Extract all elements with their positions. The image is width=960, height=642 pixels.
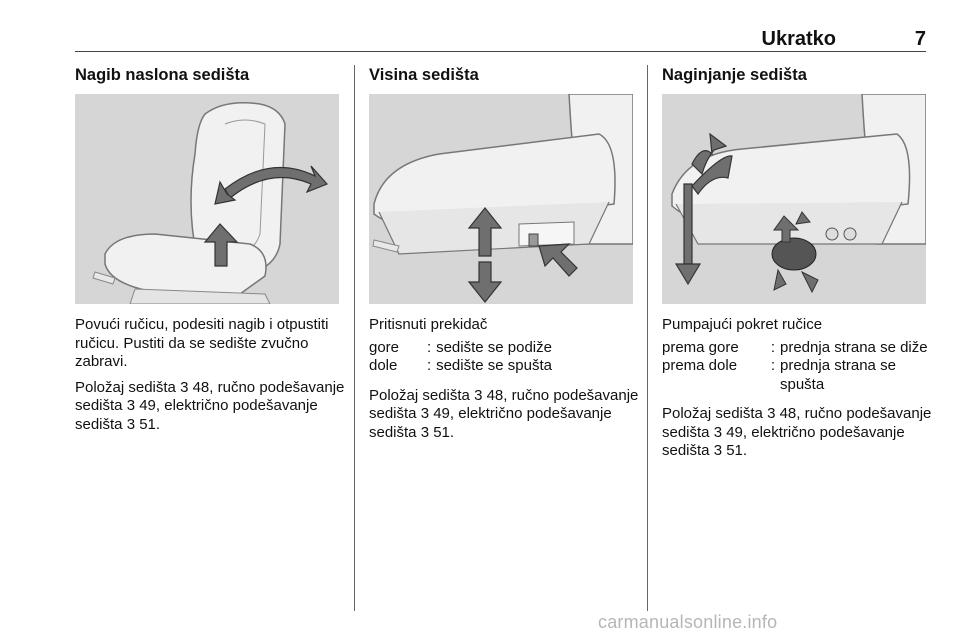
cross-references: Položaj sedišta 3 48, ručno podešavanje sedišta 3 49, električno podešavanje sedišta 3 51. bbox=[75, 378, 345, 433]
ref-label: električno podešavanje sedišta bbox=[662, 423, 905, 459]
chapter-title: Ukratko bbox=[761, 28, 836, 50]
page-number: 7 bbox=[914, 28, 926, 50]
action-desc: sedište se spušta bbox=[436, 357, 552, 374]
section-seat-height bbox=[369, 64, 641, 449]
page-ref-icon: 3 bbox=[180, 378, 189, 396]
section-intro: Pritisnuti prekidač bbox=[369, 316, 488, 333]
page-ref-icon: 3 bbox=[474, 386, 483, 404]
section-title: Visina sedišta bbox=[369, 66, 479, 84]
ref-label: Položaj sedišta bbox=[75, 378, 176, 396]
watermark: carmanualsonline.info bbox=[598, 612, 778, 632]
section-title: Naginjanje sedišta bbox=[662, 66, 807, 84]
page-ref-icon: 3 bbox=[767, 405, 776, 422]
ref-page[interactable]: 48 bbox=[192, 378, 210, 396]
seat-height-illustration bbox=[369, 94, 633, 304]
page-ref-icon: 3 bbox=[126, 415, 136, 433]
ref-page[interactable]: 51 bbox=[139, 415, 156, 433]
ref-page[interactable]: 48 bbox=[486, 386, 504, 404]
page-header bbox=[75, 28, 926, 50]
ref-label: ručno podešavanje sedišta bbox=[662, 405, 932, 441]
section-title: Nagib naslona sedišta bbox=[75, 66, 250, 84]
section-body bbox=[369, 316, 641, 442]
page-ref-icon: 3 bbox=[713, 442, 723, 459]
page-ref-icon: 3 bbox=[713, 423, 723, 441]
section-intro: Pumpajući pokret ručice bbox=[662, 316, 823, 333]
seat-backrest-illustration bbox=[75, 94, 339, 304]
column-divider bbox=[354, 65, 355, 611]
ref-page[interactable]: 51 bbox=[433, 423, 450, 441]
table-row: prema gore : prednja strana se diže bbox=[662, 339, 934, 358]
seat-tilt-illustration bbox=[662, 94, 926, 304]
section-body bbox=[75, 316, 347, 434]
ref-label: Položaj sedišta bbox=[662, 405, 763, 422]
action-term: dole bbox=[369, 357, 398, 374]
ref-page[interactable]: 51 bbox=[726, 442, 743, 459]
section-backrest-tilt bbox=[75, 64, 347, 441]
table-row: gore : sedište se podiže bbox=[369, 339, 641, 358]
column-divider bbox=[647, 65, 648, 611]
action-table bbox=[662, 339, 934, 395]
ref-page[interactable]: 49 bbox=[726, 423, 743, 441]
ref-label: Položaj sedišta bbox=[369, 386, 470, 404]
action-desc: prednja strana se spušta bbox=[780, 357, 896, 393]
section-intro: Povući ručicu, podesiti nagib i otpustiti ručicu. Pustiti da se sedište zvučno zabravi. bbox=[75, 316, 329, 370]
action-desc: sedište se podiže bbox=[436, 338, 552, 356]
page-ref-icon: 3 bbox=[420, 405, 430, 422]
table-row: dole : sedište se spušta bbox=[369, 357, 641, 376]
action-table bbox=[369, 339, 641, 376]
header-rule bbox=[75, 51, 926, 52]
action-term: gore bbox=[369, 338, 400, 356]
section-seat-tilt bbox=[662, 64, 934, 468]
page-ref-icon: 3 bbox=[420, 423, 430, 441]
ref-label: ručno podešavanje sedišta bbox=[369, 386, 639, 422]
illustration-backrest-tilt bbox=[75, 94, 339, 304]
illustration-seat-height bbox=[369, 94, 633, 304]
ref-label: električno podešavanje sedišta bbox=[369, 405, 612, 441]
ref-page[interactable]: 49 bbox=[433, 405, 450, 422]
action-term: prema dole bbox=[662, 357, 738, 374]
page-ref-icon: 3 bbox=[126, 397, 136, 414]
ref-label: električno podešavanje sedišta bbox=[75, 397, 318, 433]
ref-label: ručno podešavanje sedišta bbox=[75, 378, 345, 414]
table-row: prema dole : prednja strana se spušta bbox=[662, 357, 934, 394]
ref-page[interactable]: 49 bbox=[139, 397, 156, 414]
action-term: prema gore bbox=[662, 338, 739, 356]
action-desc: prednja strana se diže bbox=[780, 338, 928, 356]
section-body bbox=[662, 316, 934, 461]
illustration-seat-tilt bbox=[662, 94, 926, 304]
cross-references: Položaj sedišta 3 48, ručno podešavanje sedišta 3 49, električno podešavanje sedišta 3 51. bbox=[369, 386, 639, 441]
cross-references: Položaj sedišta 3 48, ručno podešavanje sedišta 3 49, električno podešavanje sedišta 3 51. bbox=[662, 405, 932, 459]
ref-page[interactable]: 48 bbox=[779, 405, 797, 422]
